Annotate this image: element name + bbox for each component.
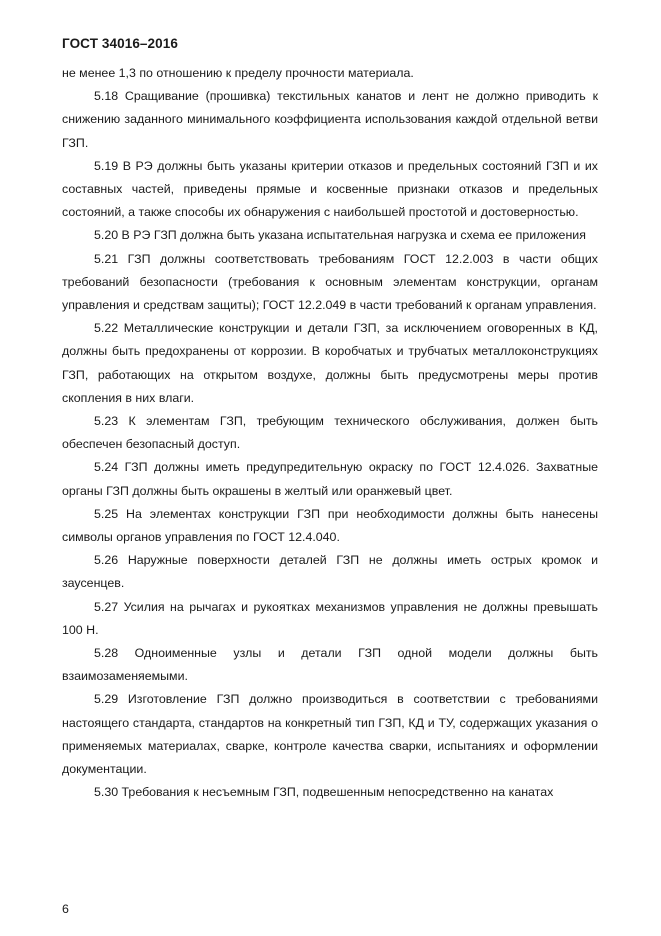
paragraph-5-29: 5.29 Изготовление ГЗП должно производиться в соответствии с требованиями настоящего стандарта, стандартов на конкретный тип ГЗП, КД и ТУ, содержащих указания о применяемых материалах, сварке, контроле качества сварки, испытаниях и оформлении документации.: [62, 692, 598, 777]
document-body: [62, 62, 598, 805]
paragraph-5-18: 5.18 Сращивание (прошивка) текстильных канатов и лент не должно приводить к снижению заданного минимального коэффициента использования каждой отдельной ветви ГЗП.: [62, 89, 598, 150]
paragraph-continuation: не менее 1,3 по отношению к пределу прочности материала.: [62, 66, 414, 80]
paragraph-5-24: 5.24 ГЗП должны иметь предупредительную окраску по ГОСТ 12.4.026. Захватные органы ГЗП должны быть окрашены в желтый или оранжевый цвет.: [62, 460, 598, 498]
document-header: ГОСТ 34016–2016: [62, 36, 178, 51]
paragraph-5-19: 5.19 В РЭ должны быть указаны критерии отказов и предельных состояний ГЗП и их составных частей, приведены прямые и косвенные признаки отказов и предельных состояний, а также способы их обнаружения с наибольшей простотой и достоверностью.: [62, 158, 598, 220]
paragraph-5-27: 5.27 Усилия на рычагах и рукоятках механизмов управления не должны превышать 100 Н.: [62, 599, 598, 637]
paragraph-5-21: 5.21 ГЗП должны соответствовать требованиям ГОСТ 12.2.003 в части общих требований безопасности (требования к основным элементам конструкции, органам управления и средствам защиты); ГОСТ 12.2.049 в части требований к органам управления.: [62, 251, 598, 313]
paragraph-5-20: 5.20 В РЭ ГЗП должна быть указана испытательная нагрузка и схема ее приложения: [94, 228, 586, 243]
page-number: 6: [62, 902, 69, 916]
paragraph-5-26: 5.26 Наружные поверхности деталей ГЗП не должны иметь острых кромок и заусенцев.: [62, 553, 598, 591]
paragraph-5-22: 5.22 Металлические конструкции и детали ГЗП, за исключением оговоренных в КД, должны быть предохранены от коррозии. В коробчатых и трубчатых металлоконструкциях ГЗП, работающих на открытом воздухе, должны быть предусмотрены меры против скопления в них влаги.: [62, 321, 598, 405]
paragraph-5-30: 5.30 Требования к несъемным ГЗП, подвешенным непосредственно на канатах: [94, 785, 554, 800]
paragraph-5-23: 5.23 К элементам ГЗП, требующим технического обслуживания, должен быть обеспечен безопасный доступ.: [62, 414, 598, 452]
paragraph-5-28: 5.28 Одноименные узлы и детали ГЗП одной модели должны быть взаимозаменяемыми.: [62, 646, 598, 684]
paragraph-5-25: 5.25 На элементах конструкции ГЗП при необходимости должны быть нанесены символы органов управления по ГОСТ 12.4.040.: [62, 506, 598, 545]
